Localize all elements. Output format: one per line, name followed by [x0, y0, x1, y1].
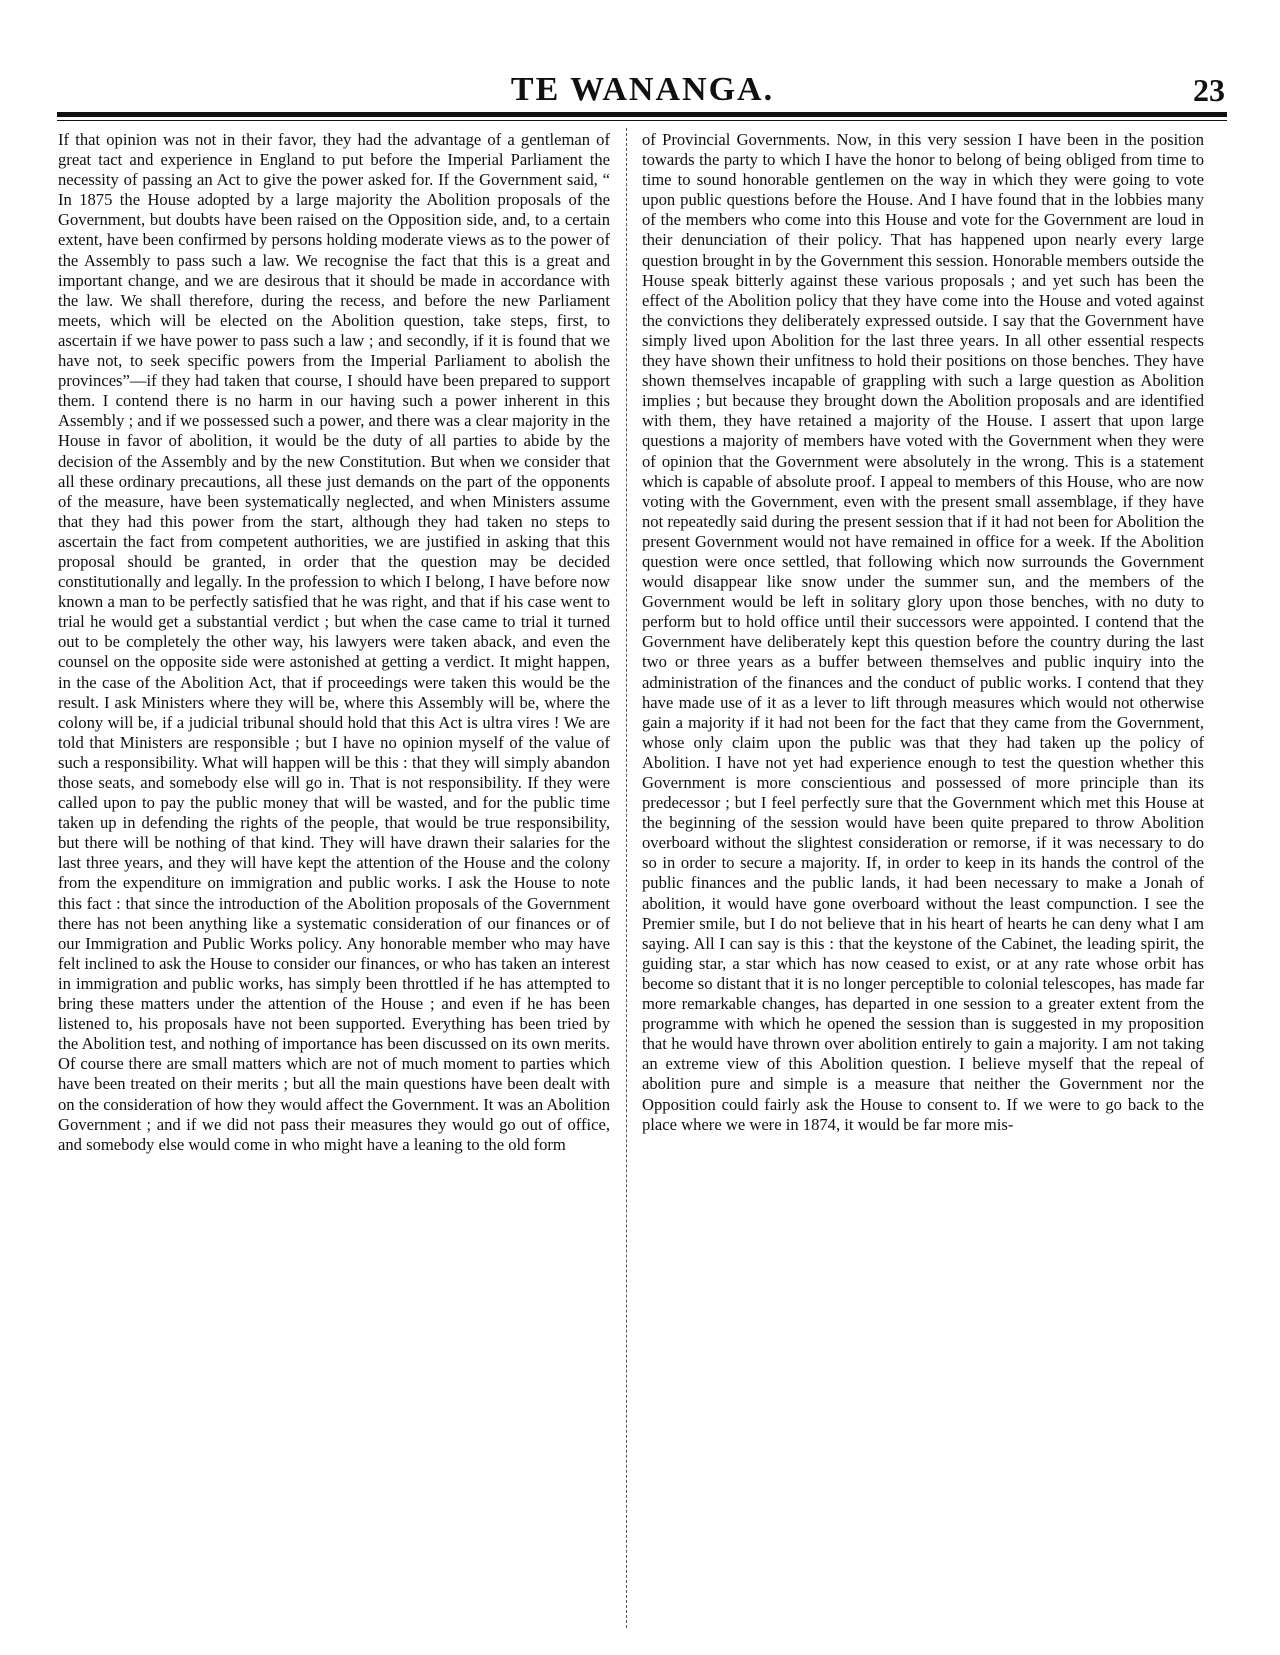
page-number: 23	[1193, 72, 1225, 108]
page-title: TE WANANGA.	[510, 71, 775, 108]
header-rule-thick	[57, 112, 1227, 117]
text-column-right	[642, 130, 1204, 1625]
column-right-text: of Provincial Governments. Now, in this very session I have been in the position towards the party to which I have the honor to belong of being obliged from time to time to sound honorable gentlemen on the way in which they were going to vote upon public questions before the House. And I have found that in the lobbies many of the members who come into this House and vote for the Government are loud in their denunciation of their policy. That has happened upon nearly every large question brought in by the Government this session. Honorable members outside the House speak bitterly against these various proposals ; and yet such has been the effect of the Abolition policy that they have come into the House and voted against the convictions they deliberately expressed outside. I say that the Government have simply lived upon Abolition for the last three years. In all other essential respects they have shown their unfitness to hold their positions on those benches. They have shown themselves incapable of grappling with such a large question as Abolition implies ; but because they brought down the Abolition proposals and are identified with them, they have retained a majority of the House. I assert that upon large questions a majority of members have voted with the Government when they were of opinion that the Government were absolutely in the wrong. This is a statement which is capable of absolute proof. I appeal to members of this House, who are now voting with the Government, even with the present small assemblage, if they have not repeatedly said during the present session that if it had not been for Abolition the present Government would not have remained in office for a week. If the Abolition question were once settled, that following which now surrounds the Government would disappear like snow under the summer sun, and the members of the Government would be left in solitary glory upon those benches, with no duty to perform but to hold office until their successors were appointed. I contend that the Government have deliberately kept this question before the country during the last two or three years as a buffer between themselves and public inquiry into the administration of the finances and the conduct of public works. I contend that they have made use of it as a lever to lift through measures which would not otherwise gain a majority if it had not been for the fact that they came from the Government, whose only claim upon the public was that they had taken up the policy of Abolition. I have not yet had experience enough to test the question whether this Government is more conscientious and possessed of more principle than its predecessor ; but I feel perfectly sure that the Government which met this House at the beginning of the session would have been quite prepared to throw Abolition overboard without the slightest consideration or remorse, if it was necessary to do so in order to secure a majority. If, in order to keep in its hands the control of the public finances and the public lands, it had been necessary to make a Jonah of abolition, it would have gone overboard without the least compunction. I see the Premier smile, but I do not believe that in his heart of hearts he can deny what I am saying. All I can say is this : that the keystone of the Cabinet, the leading spirit, the guiding star, a star which has now ceased to exist, or at any rate whose orbit has become so distant that it is no longer perceptible to colonial telescopes, has made far more remarkable changes, has departed in one session to a greater extent from the programme with which he opened the session than is suggested in my proposition that he would have thrown over abolition entirely to gain a majority. I am not taking an extreme view of this Abolition question. I believe myself that the repeal of abolition pure and simple is a measure that neither the Government nor the Opposition could fairly ask the House to consent to. If we were to go back to the place where we were in 1874, it would be far more mis-	[642, 130, 1204, 1134]
text-column-left	[58, 130, 610, 1625]
column-left-text: If that opinion was not in their favor, they had the advantage of a gentleman of great tact and experience in England to put before the Imperial Parliament the necessity of passing an Act to give the power asked for. If the Government said, “ In 1875 the House adopted by a large majority the Abolition proposals of the Government, but doubts have been raised on the Opposition side, and, to a certain extent, have been confirmed by persons holding moderate views as to the power of the Assembly to pass such a law. We recognise the fact that this is a great and important change, and we are desirous that it should be made in accordance with the law. We shall therefore, during the recess, and before the new Parliament meets, which will be elected on the Abolition question, take steps, first, to ascertain if we have power to pass such a law ; and secondly, if it is found that we have not, to seek specific powers from the Imperial Parliament to abolish the provinces”—if they had taken that course, I should have been prepared to support them. I contend there is no harm in our having such a power inherent in this Assembly ; and if we possessed such a power, and there was a clear majority in the House in favor of abolition, it would be the duty of all parties to abide by the decision of the Assembly and by the new Constitution. But when we consider that all these ordinary precautions, all these just demands on the part of the opponents of the measure, have been systematically neglected, and when Ministers assume that they had this power from the start, although they had taken no steps to ascertain the fact from competent authorities, we are justified in asking that this proposal should be granted, in order that the question may be decided constitutionally and legally. In the profession to which I belong, I have before now known a man to be perfectly satisfied that he was right, and that if his case went to trial he would get a substantial verdict ; but when the case came to trial it turned out to be completely the other way, his lawyers were taken aback, and even the counsel on the opposite side were astonished at getting a verdict. It might happen, in the case of the Abolition Act, that if proceedings were taken this would be the result. I ask Ministers where they will be, where this Assembly will be, where the colony will be, if a judicial tribunal should hold that this Act is ultra vires ! We are told that Ministers are responsible ; but I have no opinion myself of the value of such a responsibility. What will happen will be this : that they will simply abandon those seats, and somebody else will go in. That is not responsibility. If they were called upon to pay the public money that will be wasted, and for the public time taken up in defending the rights of the people, that would be true responsibility, but there will be nothing of that kind. They will have drawn their salaries for the last three years, and they will have kept the attention of the House and the colony from the expenditure on immigration and public works. I ask the House to note this fact : that since the introduction of the Abolition proposals of the Government there has not been anything like a systematic consideration of our finances or of our Immigration and Public Works policy. Any honorable member who may have felt inclined to ask the House to consider our finances, or who has taken an interest in immigration and public works, has simply been throttled if he has attempted to bring these matters under the attention of the House ; and even if he has been listened to, his proposals have not been supported. Everything has been tried by the Abolition test, and nothing of importance has been discussed on its own merits. Of course there are small matters which are not of much moment to parties which have been treated on their merits ; but all the main questions have been dealt with on the consideration of how they would affect the Government. It was an Abolition Government ; and if we did not pass their measures they would go out of office, and somebody else would come in who might have a leaning to the old form	[58, 130, 610, 1154]
column-divider	[626, 128, 627, 1628]
header-rule-thin	[57, 120, 1227, 121]
masthead	[60, 70, 1225, 110]
